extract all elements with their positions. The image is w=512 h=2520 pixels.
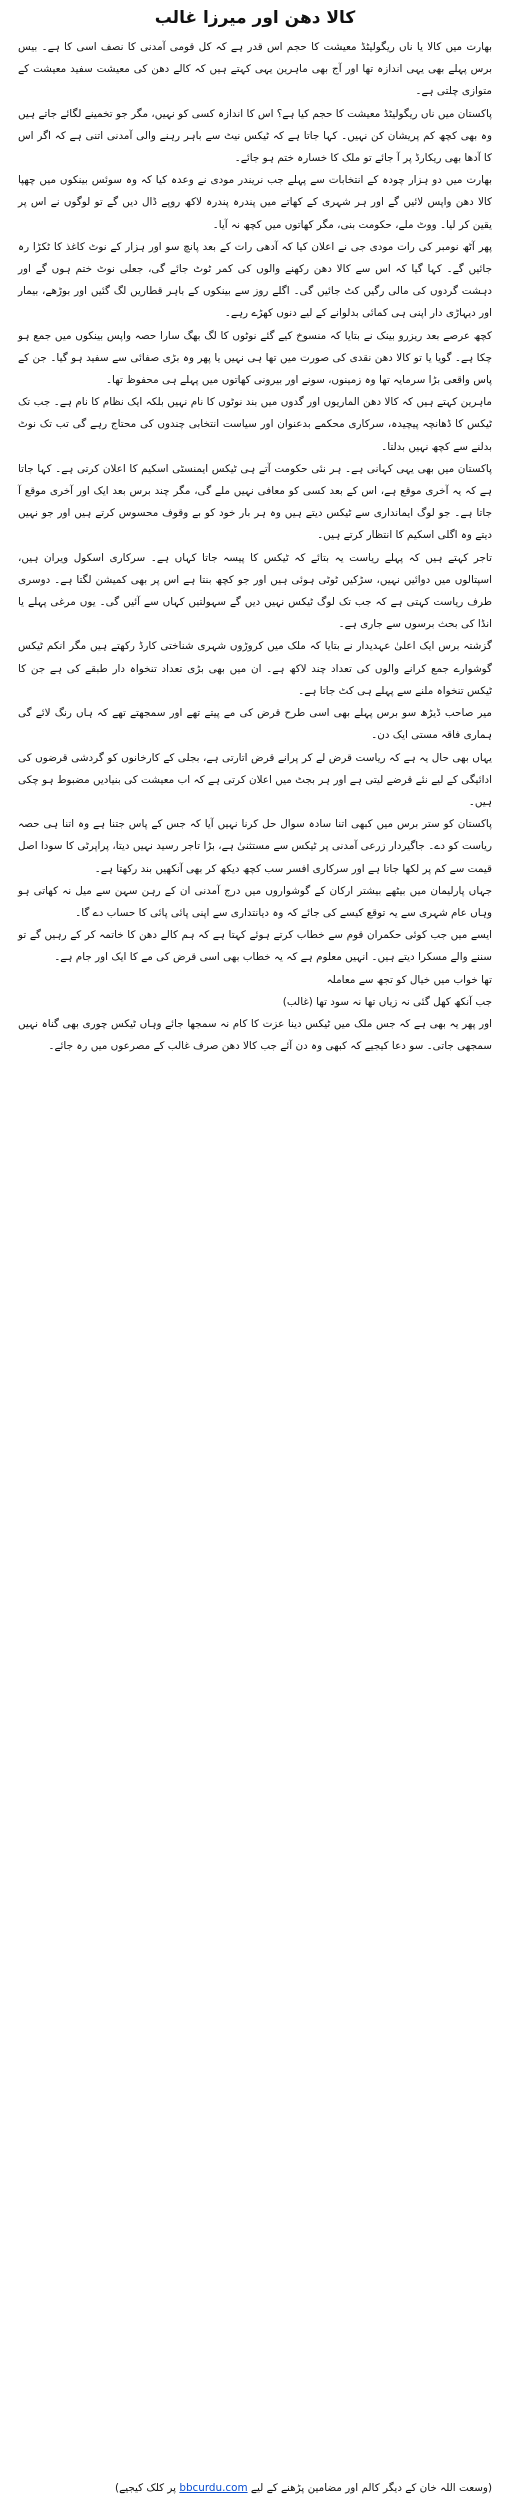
verse-line: جب آنکھ کھل گئی نہ زیاں تھا نہ سود تھا (غالب) xyxy=(282,995,492,1008)
paragraph: تاجر کہتے ہیں کہ پہلے ریاست یہ بتائے کہ ٹیکس کا پیسہ جاتا کہاں ہے۔ سرکاری اسکول ویران ہیں، اسپتالوں میں دوائیں نہیں، سڑکیں ٹوٹی ہوئی ہیں اور جو کچھ بنتا ہے اس پر بھی کمیشن لگتا ہے۔ دوسری طرف ریاست کہتی ہے کہ جب تک لوگ ٹیکس نہیں دیں گے سہولتیں کہاں سے آئیں گی۔ یوں مرغی پہلے یا انڈا کی بحث برسوں سے جاری ہے۔ xyxy=(18,551,492,631)
bbcurdu-link[interactable]: bbcurdu.com xyxy=(179,2482,248,2494)
footer-note xyxy=(18,2478,492,2498)
footer-prefix: (وسعت اللہ خان کے دیگر کالم اور مضامین پڑھنے کے لیے xyxy=(250,2482,492,2494)
paragraph: پاکستان کو ستر برس میں کبھی اتنا سادہ سوال حل کرنا نہیں آیا کہ جس کے پاس جتنا ہے وہ اتنا ہی حصہ ریاست کو دے۔ جاگیردار زرعی آمدنی پر ٹیکس سے مستثنیٰ ہے، بڑا تاجر رسید نہیں دیتا، پراپرٹی کا سودا اصل قیمت سے کم پر لکھا جاتا ہے اور سرکاری افسر سب کچھ دیکھ کر بھی آنکھیں بند رکھتا ہے۔ xyxy=(18,818,492,875)
paragraph: یہاں بھی حال یہ ہے کہ ریاست قرض لے کر پرانے قرض اتارتی ہے، بجلی کے کارخانوں کو گردشی قرضوں کی ادائیگی کے لیے نئے قرضے لیتی ہے اور ہر بجٹ میں اعلان کرتی ہے کہ اب معیشت کی بنیادیں مضبوط ہو چکی ہیں۔ xyxy=(18,751,492,808)
verse-line: تھا خواب میں خیال کو تجھ سے معاملہ xyxy=(326,973,492,986)
paragraph: کچھ عرصے بعد ریزرو بینک نے بتایا کہ منسوخ کیے گئے نوٹوں کا لگ بھگ سارا حصہ واپس بینکوں میں جمع ہو چکا ہے۔ گویا یا تو کالا دھن نقدی کی صورت میں تھا ہی نہیں یا پھر وہ بڑی صفائی سے سفید ہو گیا۔ جن کے پاس واقعی بڑا سرمایہ تھا وہ زمینوں، سونے اور بیرونی کھاتوں میں پہلے ہی محفوظ تھا۔ xyxy=(18,329,492,387)
paragraph: پاکستان میں ناں ریگولیٹڈ معیشت کا حجم کیا ہے؟ اس کا اندازہ کسی کو نہیں، مگر جو تخمینے لگائے جاتے ہیں وہ بھی کچھ کم پریشان کن نہیں۔ کہا جاتا ہے کہ ٹیکس نیٹ سے باہر رہنے والی آمدنی اتنی ہے کہ اگر اس کا آدھا بھی ریکارڈ پر آ جائے تو ملک کا خسارہ ختم ہو جائے۔ xyxy=(18,107,492,165)
article-body xyxy=(18,36,492,1057)
closing-paragraph: اور پھر یہ بھی ہے کہ جس ملک میں ٹیکس دینا عزت کا کام نہ سمجھا جائے وہاں ٹیکس چوری بھی گناہ نہیں سمجھی جاتی۔ سو دعا کیجیے کہ کبھی وہ دن آئے جب کالا دھن صرف غالب کے مصرعوں میں رہ جائے۔ xyxy=(18,1017,492,1053)
paragraph: میر صاحب ڈیڑھ سو برس پہلے بھی اسی طرح قرض کی مے پیتے تھے اور سمجھتے تھے کہ ہاں رنگ لائے گی ہماری فاقہ مستی ایک دن۔ xyxy=(18,707,492,742)
paragraph: پاکستان میں بھی یہی کہانی ہے۔ ہر نئی حکومت آتے ہی ٹیکس ایمنسٹی اسکیم کا اعلان کرتی ہے۔ کہا جاتا ہے کہ یہ آخری موقع ہے، اس کے بعد کسی کو معافی نہیں ملے گی، مگر چند برس بعد ایک اور آخری موقع آ جاتا ہے۔ جو لوگ ایمانداری سے ٹیکس دیتے ہیں وہ ہر بار خود کو بے وقوف محسوس کرتے ہیں اور جو نہیں دیتے وہ اگلی اسکیم کا انتظار کرتے ہیں۔ xyxy=(18,462,492,542)
paragraph: بھارت میں دو ہزار چودہ کے انتخابات سے پہلے جب نریندر مودی نے وعدہ کیا کہ وہ سوئس بینکوں میں چھپا کالا دھن واپس لائیں گے اور ہر شہری کے کھاتے میں پندرہ پندرہ لاکھ روپے ڈال دیں گے تو لوگوں نے اس پر یقین کر لیا۔ ووٹ ملے، حکومت بنی، مگر کھاتوں میں کچھ نہ آیا۔ xyxy=(18,174,492,231)
article-title: کالا دھن اور میرزا غالب xyxy=(154,8,356,28)
paragraph: گزشتہ برس ایک اعلیٰ عہدیدار نے بتایا کہ ملک میں کروڑوں شہری شناختی کارڈ رکھتے ہیں مگر انکم ٹیکس گوشوارے جمع کرانے والوں کی تعداد چند لاکھ ہے۔ ان میں بھی بڑی تعداد تنخواہ دار طبقے کی ہے جن کا ٹیکس تنخواہ ملنے سے پہلے ہی کٹ جاتا ہے۔ xyxy=(18,640,492,697)
paragraph: پھر آٹھ نومبر کی رات مودی جی نے اعلان کیا کہ آدھی رات کے بعد پانچ سو اور ہزار کے نوٹ کاغذ کا ٹکڑا رہ جائیں گے۔ کہا گیا کہ اس سے کالا دھن رکھنے والوں کی کمر ٹوٹ جائے گی، جعلی نوٹ ختم ہوں گے اور دہشت گردوں کی مالی رگیں کٹ جائیں گی۔ اگلے روز سے بینکوں کے باہر قطاریں لگ گئیں اور بوڑھے، بیمار اور دیہاڑی دار اپنی ہی کمائی بدلوانے کے لیے دنوں کھڑے رہے۔ xyxy=(18,240,492,320)
paragraph: جہاں پارلیمان میں بیٹھے بیشتر ارکان کے گوشواروں میں درج آمدنی ان کے رہن سہن سے میل نہ کھاتی ہو وہاں عام شہری سے یہ توقع کیسے کی جائے کہ وہ دیانتداری سے اپنی پائی پائی کا حساب دے گا۔ xyxy=(18,884,492,919)
paragraph: ایسے میں جب کوئی حکمران قوم سے خطاب کرتے ہوئے کہتا ہے کہ ہم کالے دھن کا خاتمہ کر کے رہیں گے تو سننے والے مسکرا دیتے ہیں۔ انہیں معلوم ہے کہ یہ خطاب بھی اسی قرض کی مے کا ایک اور جام ہے۔ xyxy=(18,929,492,964)
paragraph: بھارت میں کالا یا ناں ریگولیٹڈ معیشت کا حجم اس قدر ہے کہ کل قومی آمدنی کا نصف اسی کا ہے۔ بیس برس پہلے بھی یہی اندازہ تھا اور آج بھی ماہرین یہی کہتے ہیں کہ کالے دھن کی معیشت سفید معیشت کے متوازی چلتی ہے۔ xyxy=(18,41,492,98)
footer-suffix: پر کلک کیجیے) xyxy=(115,2482,177,2494)
paragraph: ماہرین کہتے ہیں کہ کالا دھن الماریوں اور گدوں میں بند نوٹوں کا نام نہیں بلکہ ایک نظام کا نام ہے۔ جب تک ٹیکس کا ڈھانچہ پیچیدہ، سرکاری محکمے بدعنوان اور سیاست انتخابی چندوں کی محتاج رہے گی تب تک نوٹ بدلنے سے کچھ نہیں بدلتا۔ xyxy=(18,396,492,453)
